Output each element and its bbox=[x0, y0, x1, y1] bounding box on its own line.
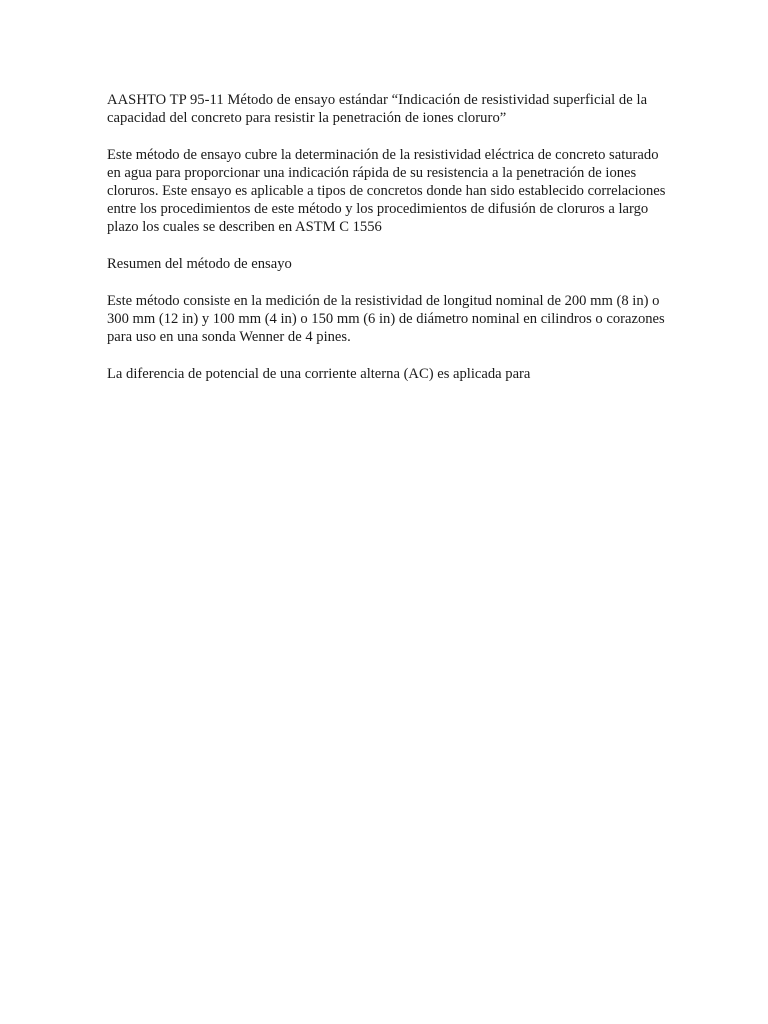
document-title: AASHTO TP 95-11 Método de ensayo estándar “Indicación de resistividad superficial de la capacidad del concreto para resistir la penetración de iones cloruro” bbox=[107, 92, 648, 126]
last-paragraph: La diferencia de potencial de una corriente alterna (AC) es aplicada para bbox=[107, 366, 531, 382]
intro-paragraph: Este método de ensayo cubre la determinación de la resistividad eléctrica de concreto saturado en agua para proporcionar una indicación rápida de su resistencia a la penetración de iones cloruros. Este ensayo es aplicable a tipos de concretos donde han sido establecido correlaciones entre los procedimientos de este método y los procedimientos de difusión de cloruros a largo plazo los cuales se describen en ASTM C 1556 bbox=[107, 147, 666, 235]
summary-paragraph: Este método consiste en la medición de la resistividad de longitud nominal de 200 mm (8 in) o 300 mm (12 in) y 100 mm (4 in) o 150 mm (6 in) de diámetro nominal en cilindros o corazones para uso en una sonda Wenner de 4 pines. bbox=[107, 293, 665, 345]
section-heading: Resumen del método de ensayo bbox=[107, 256, 292, 272]
document-body bbox=[107, 91, 667, 402]
